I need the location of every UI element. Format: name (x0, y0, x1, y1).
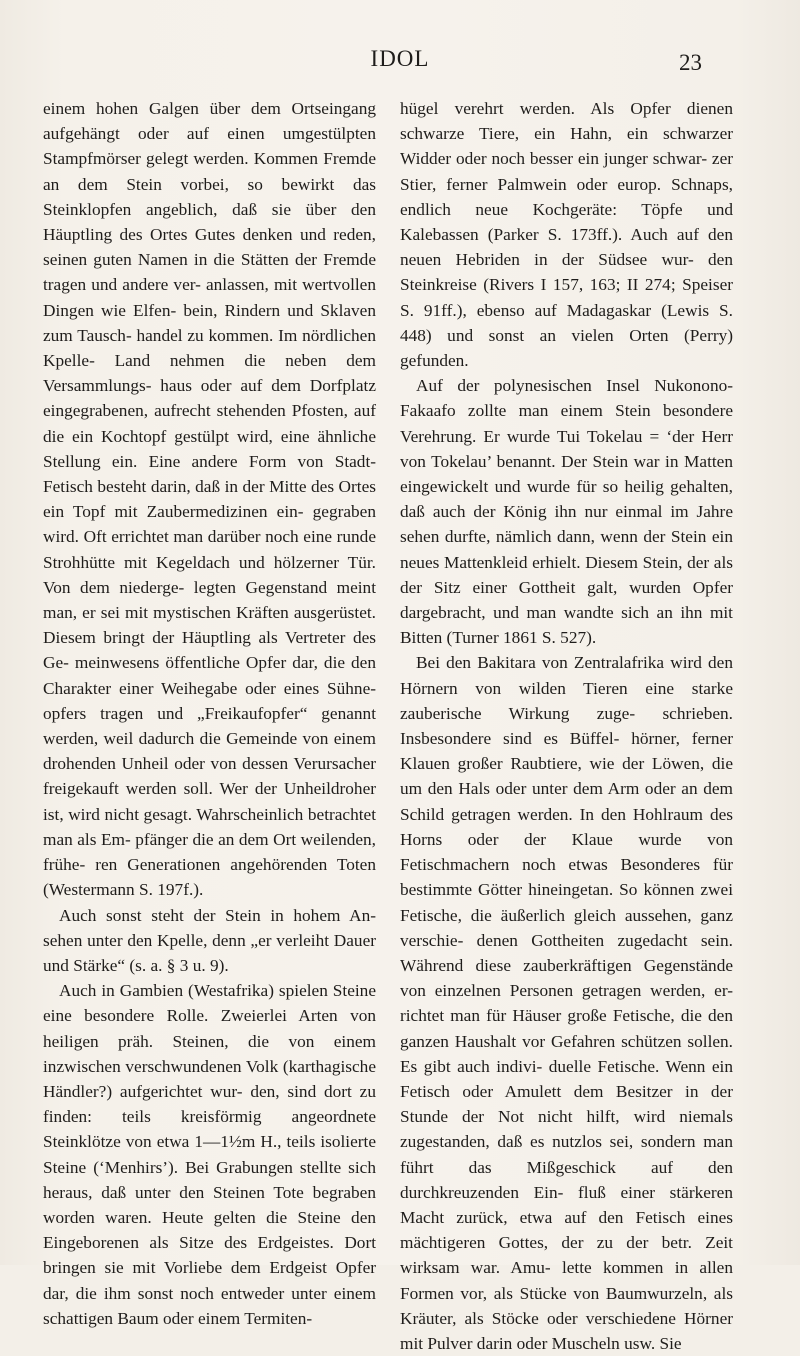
paragraph: Auch in Gambien (Westafrika) spielen Steine eine besondere Rolle. Zweierlei Arten von heiligen präh. Steinen, die von einem inzwischen verschwundenen Volk (karthagische Händler?) aufgerichtet wur- den, sind dort zu finden: teils kreisförmig angeordnete Steinklötze von etwa 1—1½m H., teils isolierte Steine (‘Menhirs’). Bei Grabungen stellte sich heraus, daß unter den Steinen Tote begraben worden waren. Heute gelten die Steine den Eingeborenen als Sitze des Erdgeistes. Dort bringen sie mit Vorliebe dem Erdgeist Opfer dar, die ihm sonst noch entweder unter einem schattigen Baum oder einem Termiten- (43, 981, 376, 1328)
paragraph: Bei den Bakitara von Zentralafrika wird den Hörnern von wilden Tieren eine starke zauberische Wirkung zuge- schrieben. Insbesondere sind es Büffel- hörner, ferner Klauen großer Raubtiere, wie der Löwen, die um den Hals oder unter dem Arm oder an dem Schild getragen werden. In den Hohlraum des Horns oder der Klaue wurde von Fetischmachern noch etwas Besonderes für bestimmte Götter hineingetan. So können zwei Fetische, die äußerlich gleich aussehen, ganz verschie- denen Gottheiten zugedacht sein. Während diese zauberkräftigen Gegenstände von einzelnen Personen getragen werden, er- richtet man für Häuser große Fetische, die den ganzen Haushalt vor Gefahren schützen sollen. Es gibt auch indivi- duelle Fetische. Wenn ein Fetisch oder Amulett dem Besitzer in der Stunde der Not nicht hilft, wird niemals zugestanden, daß es nutzlos sei, sondern man führt das Mißgeschick auf den durchkreuzenden Ein- fluß einer stärkeren Macht zurück, etwa auf den Fetisch eines mächtigeren Gottes, der zu der betr. Zeit wirksam war. Amu- lette kommen in allen Formen vor, als Stücke von Baumwurzeln, als Kräuter, als Stöcke oder verschiedene Hörner mit Pulver darin oder Muscheln usw. Sie (400, 653, 733, 1353)
running-title: IDOL (370, 46, 430, 71)
paragraph: hügel verehrt werden. Als Opfer dienen schwarze Tiere, ein Hahn, ein schwarzer Widder oder noch besser ein junger schwar- zer Stier, ferner Palmwein oder europ. Schnaps, endlich neue Kochgeräte: Töpfe und Kalebassen (Parker S. 173ff.). Auch auf den neuen Hebriden in der Südsee wur- den Steinkreise (Rivers I 157, 163; II 274; Speiser S. 91ff.), ebenso auf Madagaskar (Lewis S. 448) und sonst an vielen Orten (Perry) gefunden. (400, 99, 733, 371)
right-column (400, 96, 733, 1356)
left-column (43, 96, 376, 1331)
paragraph: einem hohen Galgen über dem Ortseingang aufgehängt oder auf einen umgestülpten Stampfmörser gelegt werden. Kommen Fremde an dem Stein vorbei, so bewirkt das Steinklopfen angeblich, daß sie über den Häuptling des Ortes Gutes denken und reden, seinen guten Namen in die Stätten der Fremde tragen und andere ver- anlassen, mit wertvollen Dingen wie Elfen- bein, Rindern und Sklaven zum Tausch- handel zu kommen. Im nördlichen Kpelle- Land nehmen die neben dem Versammlungs- haus oder auf dem Dorfplatz eingegrabenen, aufrecht stehenden Pfosten, auf die ein Kochtopf gestülpt wird, eine ähnliche Stellung ein. Eine andere Form von Stadt- Fetisch besteht darin, daß in der Mitte des Ortes ein Topf mit Zaubermedizinen ein- gegraben wird. Oft errichtet man darüber noch eine runde Strohhütte mit Kegeldach und hölzerner Tür. Von dem niederge- legten Gegenstand meint man, er sei mit mystischen Kräften ausgerüstet. Diesem bringt der Häuptling als Vertreter des Ge- meinwesens öffentliche Opfer dar, die den Charakter einer Weihegabe oder eines Sühne- opfers tragen und „Freikaufopfer“ genannt werden, weil dadurch die Gemeinde von einem drohenden Unheil oder von dessen Verursacher freigekauft werden soll. Wer der Unheildroher ist, wird nicht gesagt. Wahrscheinlich betrachtet man als Em- pfänger die an dem Ort weilenden, frühe- ren Generationen angehörenden Toten (Westermann S. 197f.). (43, 99, 376, 900)
page-number: 23 (679, 50, 702, 75)
paragraph: Auf der polynesischen Insel Nukonono- Fakaafo zollte man einem Stein besondere Verehrung. Er wurde Tui Tokelau = ‘der Herr von Tokelau’ benannt. Der Stein war in Matten eingewickelt und wurde für so heilig gehalten, daß auch der König ihn nur einmal im Jahre sehen durfte, nämlich dann, wenn der Stein ein neues Mattenkleid erhielt. Diesem Stein, der als der Sitz einer Gottheit galt, wurden Opfer dargebracht, und man wandte sich an ihn mit Bitten (Turner 1861 S. 527). (400, 376, 733, 648)
page-header (0, 46, 800, 76)
paragraph: Auch sonst steht der Stein in hohem An- sehen unter den Kpelle, denn „er verleiht Dauer und Stärke“ (s. a. § 3 u. 9). (43, 905, 376, 975)
